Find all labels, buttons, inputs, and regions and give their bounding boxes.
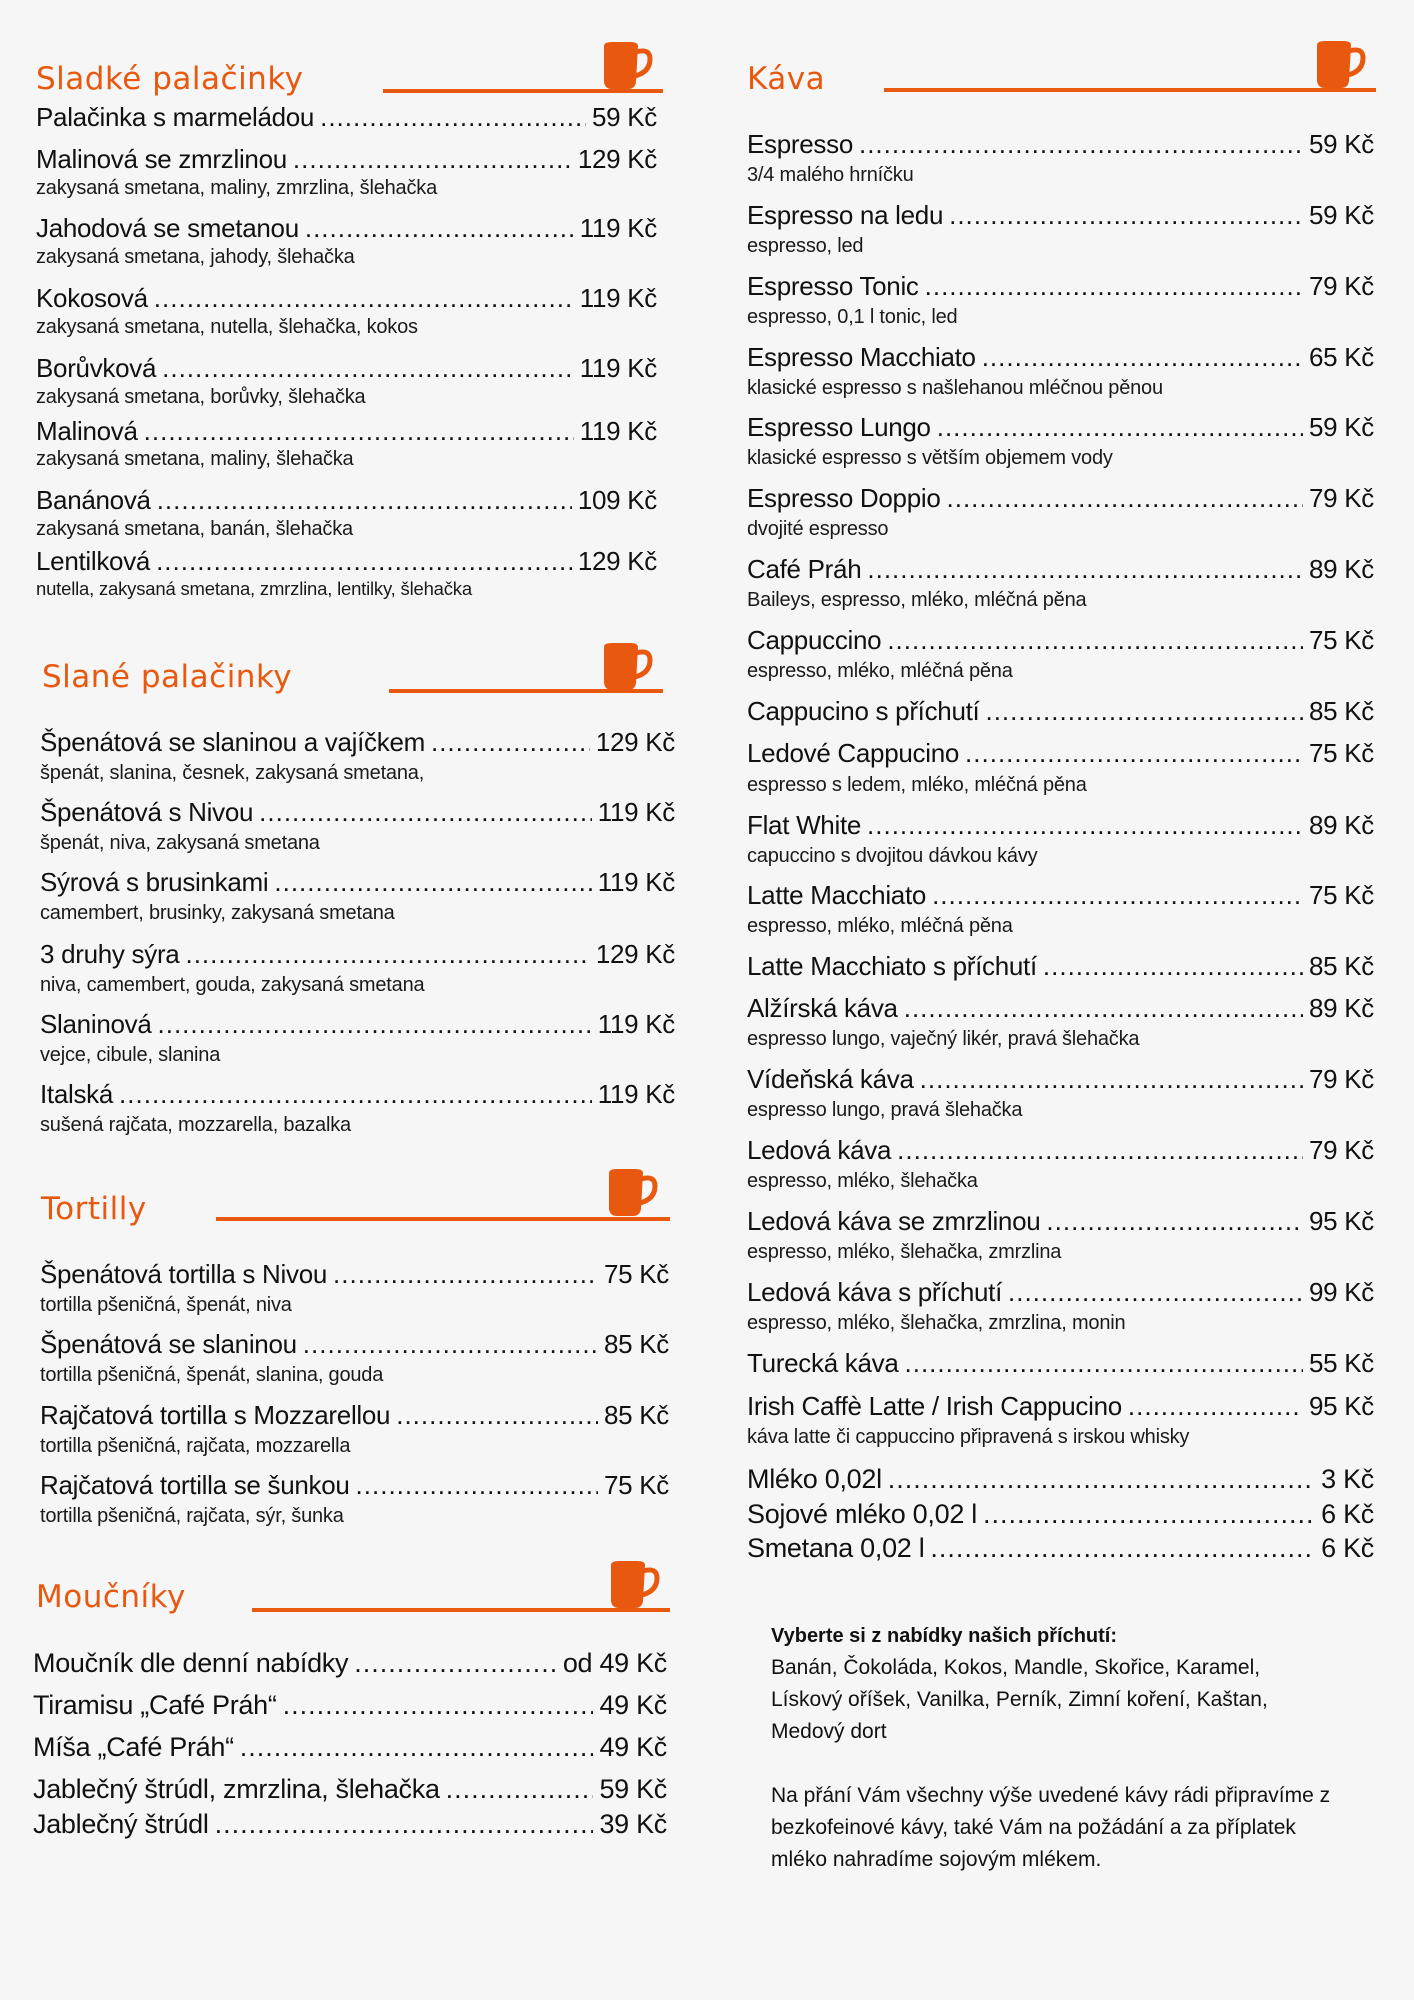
item-description: zakysaná smetana, maliny, zmrzlina, šlehačka [36,177,437,199]
item-name: Flat White [747,810,862,840]
coffee-cup-icon [607,1561,661,1610]
menu-item-row [747,1208,1374,1234]
flavours-line: Lískový oříšek, Vanilka, Perník, Zimní koření, Kaštan, [771,1688,1268,1711]
item-name: Malinová se zmrzlinou [36,144,287,174]
item-name: Espresso [747,129,853,159]
item-price: 75 Kč [1309,625,1374,655]
dot-leader [859,131,1303,157]
menu-item-row [36,418,657,444]
dot-leader [920,1066,1303,1092]
menu-item-row [747,556,1374,582]
item-price: 65 Kč [1309,342,1374,372]
item-price: 55 Kč [1309,1348,1374,1378]
item-name: 3 druhy sýra [40,939,180,969]
item-price: 75 Kč [1309,880,1374,910]
menu-item-row [33,1776,667,1803]
section-title-sladke: Sladké palačinky [36,61,304,97]
flavours-info [771,1620,1391,1876]
item-price: 49 Kč [599,1690,667,1720]
item-price: 85 Kč [604,1329,669,1359]
item-description: espresso, mléko, mléčná pěna [747,660,1013,682]
dot-leader [156,548,572,574]
menu-item-row [747,485,1374,511]
menu-item-row [747,1066,1374,1092]
dot-leader [305,215,574,241]
item-price: 79 Kč [1309,483,1374,513]
menu-item-row [40,1472,669,1498]
item-price: 59 Kč [592,102,657,132]
item-description: tortilla pšeničná, špenát, niva [40,1294,292,1316]
item-name: Italská [40,1079,114,1109]
item-name: Rajčatová tortilla se šunkou [40,1470,350,1500]
dot-leader [293,146,572,172]
item-name: Špenátová se slaninou [40,1329,297,1359]
item-name: Malinová [36,416,138,446]
flavours-title: Vyberte si z nabídky našich příchutí: [771,1625,1118,1647]
item-name: Irish Caffè Latte / Irish Cappucino [747,1391,1122,1421]
item-name: Espresso Macchiato [747,342,976,372]
coffee-cup-icon [600,42,654,91]
item-description: espresso lungo, vaječný likér, pravá šlehačka [747,1028,1140,1050]
item-description: zakysaná smetana, jahody, šlehačka [36,246,355,268]
item-name: Espresso Doppio [747,483,941,513]
menu-item-row [747,1535,1374,1562]
menu-item-row [40,941,675,967]
item-name: Špenátová tortilla s Nivou [40,1259,328,1289]
menu-item-row [36,215,657,241]
dot-leader [303,1331,598,1357]
item-price: 59 Kč [1309,129,1374,159]
menu-item-row [747,1279,1374,1305]
section-title-tortilly: Tortilly [41,1191,147,1227]
menu-item-row [747,1137,1374,1163]
item-price: 85 Kč [1309,951,1374,981]
menu-item-row [40,869,675,895]
item-description: espresso, 0,1 l tonic, led [747,306,958,328]
item-description: 3/4 malého hrníčku [747,164,914,186]
item-price: 119 Kč [597,797,675,827]
item-description: espresso s ledem, mléko, mléčná pěna [747,774,1087,796]
menu-item-row [747,627,1374,653]
dot-leader [283,1692,594,1719]
menu-item-row [40,1081,675,1107]
item-price: 39 Kč [599,1809,667,1839]
item-description: špenát, slanina, česnek, zakysaná smetana, [40,762,425,784]
item-description: sušená rajčata, mozzarella, bazalka [40,1114,351,1136]
menu-item-row [747,995,1374,1021]
menu-item-row [36,146,657,172]
item-price: 89 Kč [1309,810,1374,840]
item-name: Espresso Tonic [747,271,919,301]
dot-leader [162,355,574,381]
menu-item-row [33,1692,667,1719]
item-name: Ledová káva [747,1135,892,1165]
dot-leader [1128,1393,1303,1419]
item-name: Kokosová [36,283,148,313]
decaf-note-line: bezkofeinové kávy, také Vám na požádání a za příplatek [771,1816,1296,1839]
item-name: Borůvková [36,353,157,383]
item-price: 49 Kč [599,1732,667,1762]
menu-item-row [40,1331,669,1357]
dot-leader [396,1402,598,1428]
item-price: 109 Kč [577,485,657,515]
item-name: Café Práh [747,554,862,584]
decaf-note-line: mléko nahradíme sojovým mlékem. [771,1848,1102,1871]
item-description: zakysaná smetana, nutella, šlehačka, kokos [36,316,418,338]
item-price: 129 Kč [595,727,675,757]
item-price: 3 Kč [1321,1464,1374,1494]
dot-leader [333,1261,598,1287]
item-name: Rajčatová tortilla s Mozzarellou [40,1400,391,1430]
section-rule [216,1217,670,1221]
item-price: 119 Kč [579,283,657,313]
menu-item-row [747,273,1374,299]
item-price: 89 Kč [1309,554,1374,584]
item-price: 95 Kč [1309,1391,1374,1421]
menu-item-row [36,487,657,513]
item-price: 85 Kč [604,1400,669,1430]
item-price: 75 Kč [604,1470,669,1500]
decaf-note-line: Na přání Vám všechny výše uvedené kávy rádi připravíme z [771,1784,1331,1807]
item-name: Ledová káva s příchutí [747,1277,1002,1307]
menu-item-row [40,1261,669,1287]
item-price: 79 Kč [1309,1135,1374,1165]
dot-leader [932,882,1303,908]
dot-leader [154,285,574,311]
item-description: dvojité espresso [747,518,889,540]
item-price: 75 Kč [1309,738,1374,768]
item-name: Vídeňská káva [747,1064,914,1094]
menu-item-row [36,548,657,574]
item-description: klasické espresso s větším objemem vody [747,447,1113,469]
item-description: káva latte či cappuccino připravená s irskou whisky [747,1426,1190,1448]
item-name: Jablečný štrúdl, zmrzlina, šlehačka [33,1774,440,1804]
menu-item-row [747,1393,1374,1419]
dot-leader [144,418,574,444]
item-name: Sojové mléko 0,02 l [747,1499,977,1529]
item-description: špenát, niva, zakysaná smetana [40,832,320,854]
dot-leader [259,799,592,825]
item-description: capuccino s dvojitou dávkou kávy [747,845,1038,867]
item-description: espresso, led [747,235,864,257]
flavours-line: Banán, Čokoláda, Kokos, Mandle, Skořice, Karamel, [771,1656,1261,1679]
item-name: Cappucino s příchutí [747,696,980,726]
menu-item-row [747,1501,1374,1528]
menu-item-row [747,1466,1374,1493]
item-description: nutella, zakysaná smetana, zmrzlina, lentilky, šlehačka [36,578,472,599]
item-name: Špenátová s Nivou [40,797,254,827]
item-name: Jablečný štrúdl [33,1809,209,1839]
item-description: klasické espresso s našlehanou mléčnou pěnou [747,377,1163,399]
dot-leader [897,1137,1303,1163]
menu-item-row [36,355,657,381]
item-price: 75 Kč [604,1259,669,1289]
menu-item-row [747,812,1374,838]
item-price: 6 Kč [1321,1533,1374,1563]
menu-item-row [40,1402,669,1428]
item-price: 89 Kč [1309,993,1374,1023]
dot-leader [431,729,590,755]
dot-leader [354,1650,557,1677]
item-price: 6 Kč [1321,1499,1374,1529]
menu-item-row [747,953,1374,979]
dot-leader [119,1081,592,1107]
item-price: 119 Kč [597,1009,675,1039]
menu-item-row [747,882,1374,908]
item-name: Míša „Café Práh“ [33,1732,234,1762]
item-price: 129 Kč [577,144,657,174]
item-price: 99 Kč [1309,1277,1374,1307]
menu-item-row [747,1350,1374,1376]
dot-leader [215,1811,594,1838]
menu-item-row [33,1734,667,1761]
item-name: Smetana 0,02 l [747,1533,925,1563]
item-name: Latte Macchiato s příchutí [747,951,1037,981]
item-price: 59 Kč [1309,200,1374,230]
menu-item-row [40,799,675,825]
item-name: Turecká káva [747,1348,899,1378]
item-name: Espresso na ledu [747,200,944,230]
menu-item-row [40,729,675,755]
menu-item-row [747,414,1374,440]
menu-item-row [36,104,657,130]
coffee-cup-icon [605,1169,659,1218]
item-price: 59 Kč [1309,412,1374,442]
item-description: tortilla pšeničná, rajčata, mozzarella [40,1435,351,1457]
dot-leader [240,1734,594,1761]
item-price: 119 Kč [579,416,657,446]
dot-leader [965,740,1303,766]
item-name: Latte Macchiato [747,880,927,910]
menu-item-row [747,131,1374,157]
section-title-slane: Slané palačinky [42,659,293,695]
item-name: Espresso Lungo [747,412,931,442]
item-name: Špenátová se slaninou a vajíčkem [40,727,425,757]
dot-leader [274,869,591,895]
item-price: od 49 Kč [562,1648,667,1678]
item-description: vejce, cibule, slanina [40,1044,221,1066]
item-price: 95 Kč [1309,1206,1374,1236]
dot-leader [930,1535,1315,1562]
dot-leader [982,344,1303,370]
item-name: Lentilková [36,546,151,576]
menu-item-row [747,698,1374,724]
dot-leader [157,487,572,513]
section-rule [884,88,1376,92]
dot-leader [947,485,1304,511]
dot-leader [985,698,1303,724]
item-price: 119 Kč [579,213,657,243]
dot-leader [320,104,586,130]
item-description: niva, camembert, gouda, zakysaná smetana [40,974,425,996]
menu-item-row [747,740,1374,766]
dot-leader [158,1011,592,1037]
item-description: zakysaná smetana, borůvky, šlehačka [36,386,366,408]
item-description: tortilla pšeničná, rajčata, sýr, šunka [40,1505,344,1527]
dot-leader [1046,1208,1303,1234]
item-description: espresso lungo, pravá šlehačka [747,1099,1023,1121]
section-title-moucniky: Moučníky [36,1579,186,1615]
flavours-line: Medový dort [771,1720,887,1743]
dot-leader [867,812,1303,838]
item-name: Sýrová s brusinkami [40,867,269,897]
item-name: Alžírská káva [747,993,898,1023]
menu-item-row [747,202,1374,228]
item-name: Slaninová [40,1009,152,1039]
menu-item-row [40,1011,675,1037]
item-price: 129 Kč [577,546,657,576]
dot-leader [937,414,1303,440]
dot-leader [888,1466,1315,1493]
dot-leader [904,995,1303,1021]
item-description: zakysaná smetana, maliny, šlehačka [36,448,354,470]
menu-item-row [33,1650,667,1677]
menu-item-row [36,285,657,311]
item-price: 119 Kč [579,353,657,383]
dot-leader [949,202,1303,228]
item-name: Cappuccino [747,625,882,655]
dot-leader [185,941,589,967]
item-name: Ledová káva se zmrzlinou [747,1206,1041,1236]
dot-leader [446,1776,594,1803]
item-name: Tiramisu „Café Práh“ [33,1690,277,1720]
item-name: Moučník dle denní nabídky [33,1648,349,1678]
menu-item-row [33,1811,667,1838]
item-price: 59 Kč [599,1774,667,1804]
dot-leader [1043,953,1303,979]
item-name: Mléko 0,02l [747,1464,882,1494]
item-price: 119 Kč [597,867,675,897]
item-description: tortilla pšeničná, špenát, slanina, gouda [40,1364,384,1386]
dot-leader [925,273,1303,299]
dot-leader [1008,1279,1303,1305]
section-title-kava: Káva [747,61,826,97]
item-price: 79 Kč [1309,271,1374,301]
item-description: espresso, mléko, šlehačka, zmrzlina, monin [747,1312,1126,1334]
item-name: Banánová [36,485,151,515]
item-name: Ledové Cappucino [747,738,960,768]
coffee-cup-icon [600,643,654,692]
item-description: espresso, mléko, mléčná pěna [747,915,1013,937]
item-price: 129 Kč [595,939,675,969]
item-name: Palačinka s marmeládou [36,102,315,132]
item-price: 119 Kč [597,1079,675,1109]
item-description: zakysaná smetana, banán, šlehačka [36,518,353,540]
item-price: 79 Kč [1309,1064,1374,1094]
dot-leader [905,1350,1304,1376]
item-name: Jahodová se smetanou [36,213,299,243]
dot-leader [867,556,1303,582]
item-price: 85 Kč [1309,696,1374,726]
dot-leader [983,1501,1315,1528]
dot-leader [887,627,1303,653]
menu-item-row [747,344,1374,370]
item-description: espresso, mléko, šlehačka, zmrzlina [747,1241,1062,1263]
coffee-cup-icon [1313,41,1367,90]
item-description: espresso, mléko, šlehačka [747,1170,978,1192]
item-description: Baileys, espresso, mléko, mléčná pěna [747,589,1087,611]
item-description: camembert, brusinky, zakysaná smetana [40,902,395,924]
dot-leader [356,1472,598,1498]
